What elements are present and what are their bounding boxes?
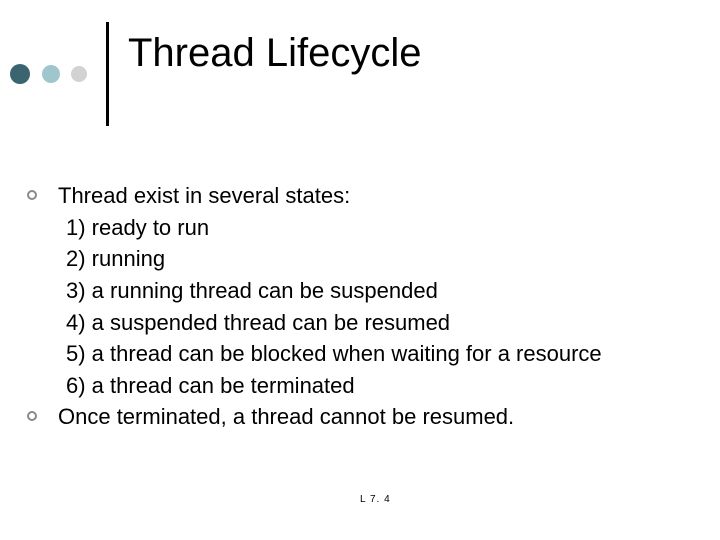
bullet-text: Once terminated, a thread cannot be resumed.	[58, 404, 515, 429]
decorative-dot-teal	[42, 65, 60, 83]
state-item: 6) a thread can be terminated	[66, 373, 355, 398]
title-divider-line	[106, 22, 109, 126]
slide-title: Thread Lifecycle	[128, 31, 422, 75]
state-item: 3) a running thread can be suspended	[66, 278, 438, 303]
decorative-dot-dark	[10, 64, 30, 84]
slide-number: L 7. 4	[360, 494, 391, 505]
ring-bullet-icon	[27, 411, 37, 421]
state-item: 5) a thread can be blocked when waiting for a resource	[66, 341, 602, 366]
state-item: 2) running	[66, 246, 166, 271]
bullet-text: Thread exist in several states:	[58, 183, 351, 208]
state-item: 4) a suspended thread can be resumed	[66, 310, 451, 335]
decorative-dot-gray	[71, 66, 87, 82]
ring-bullet-icon	[27, 190, 37, 200]
state-item: 1) ready to run	[66, 215, 210, 240]
